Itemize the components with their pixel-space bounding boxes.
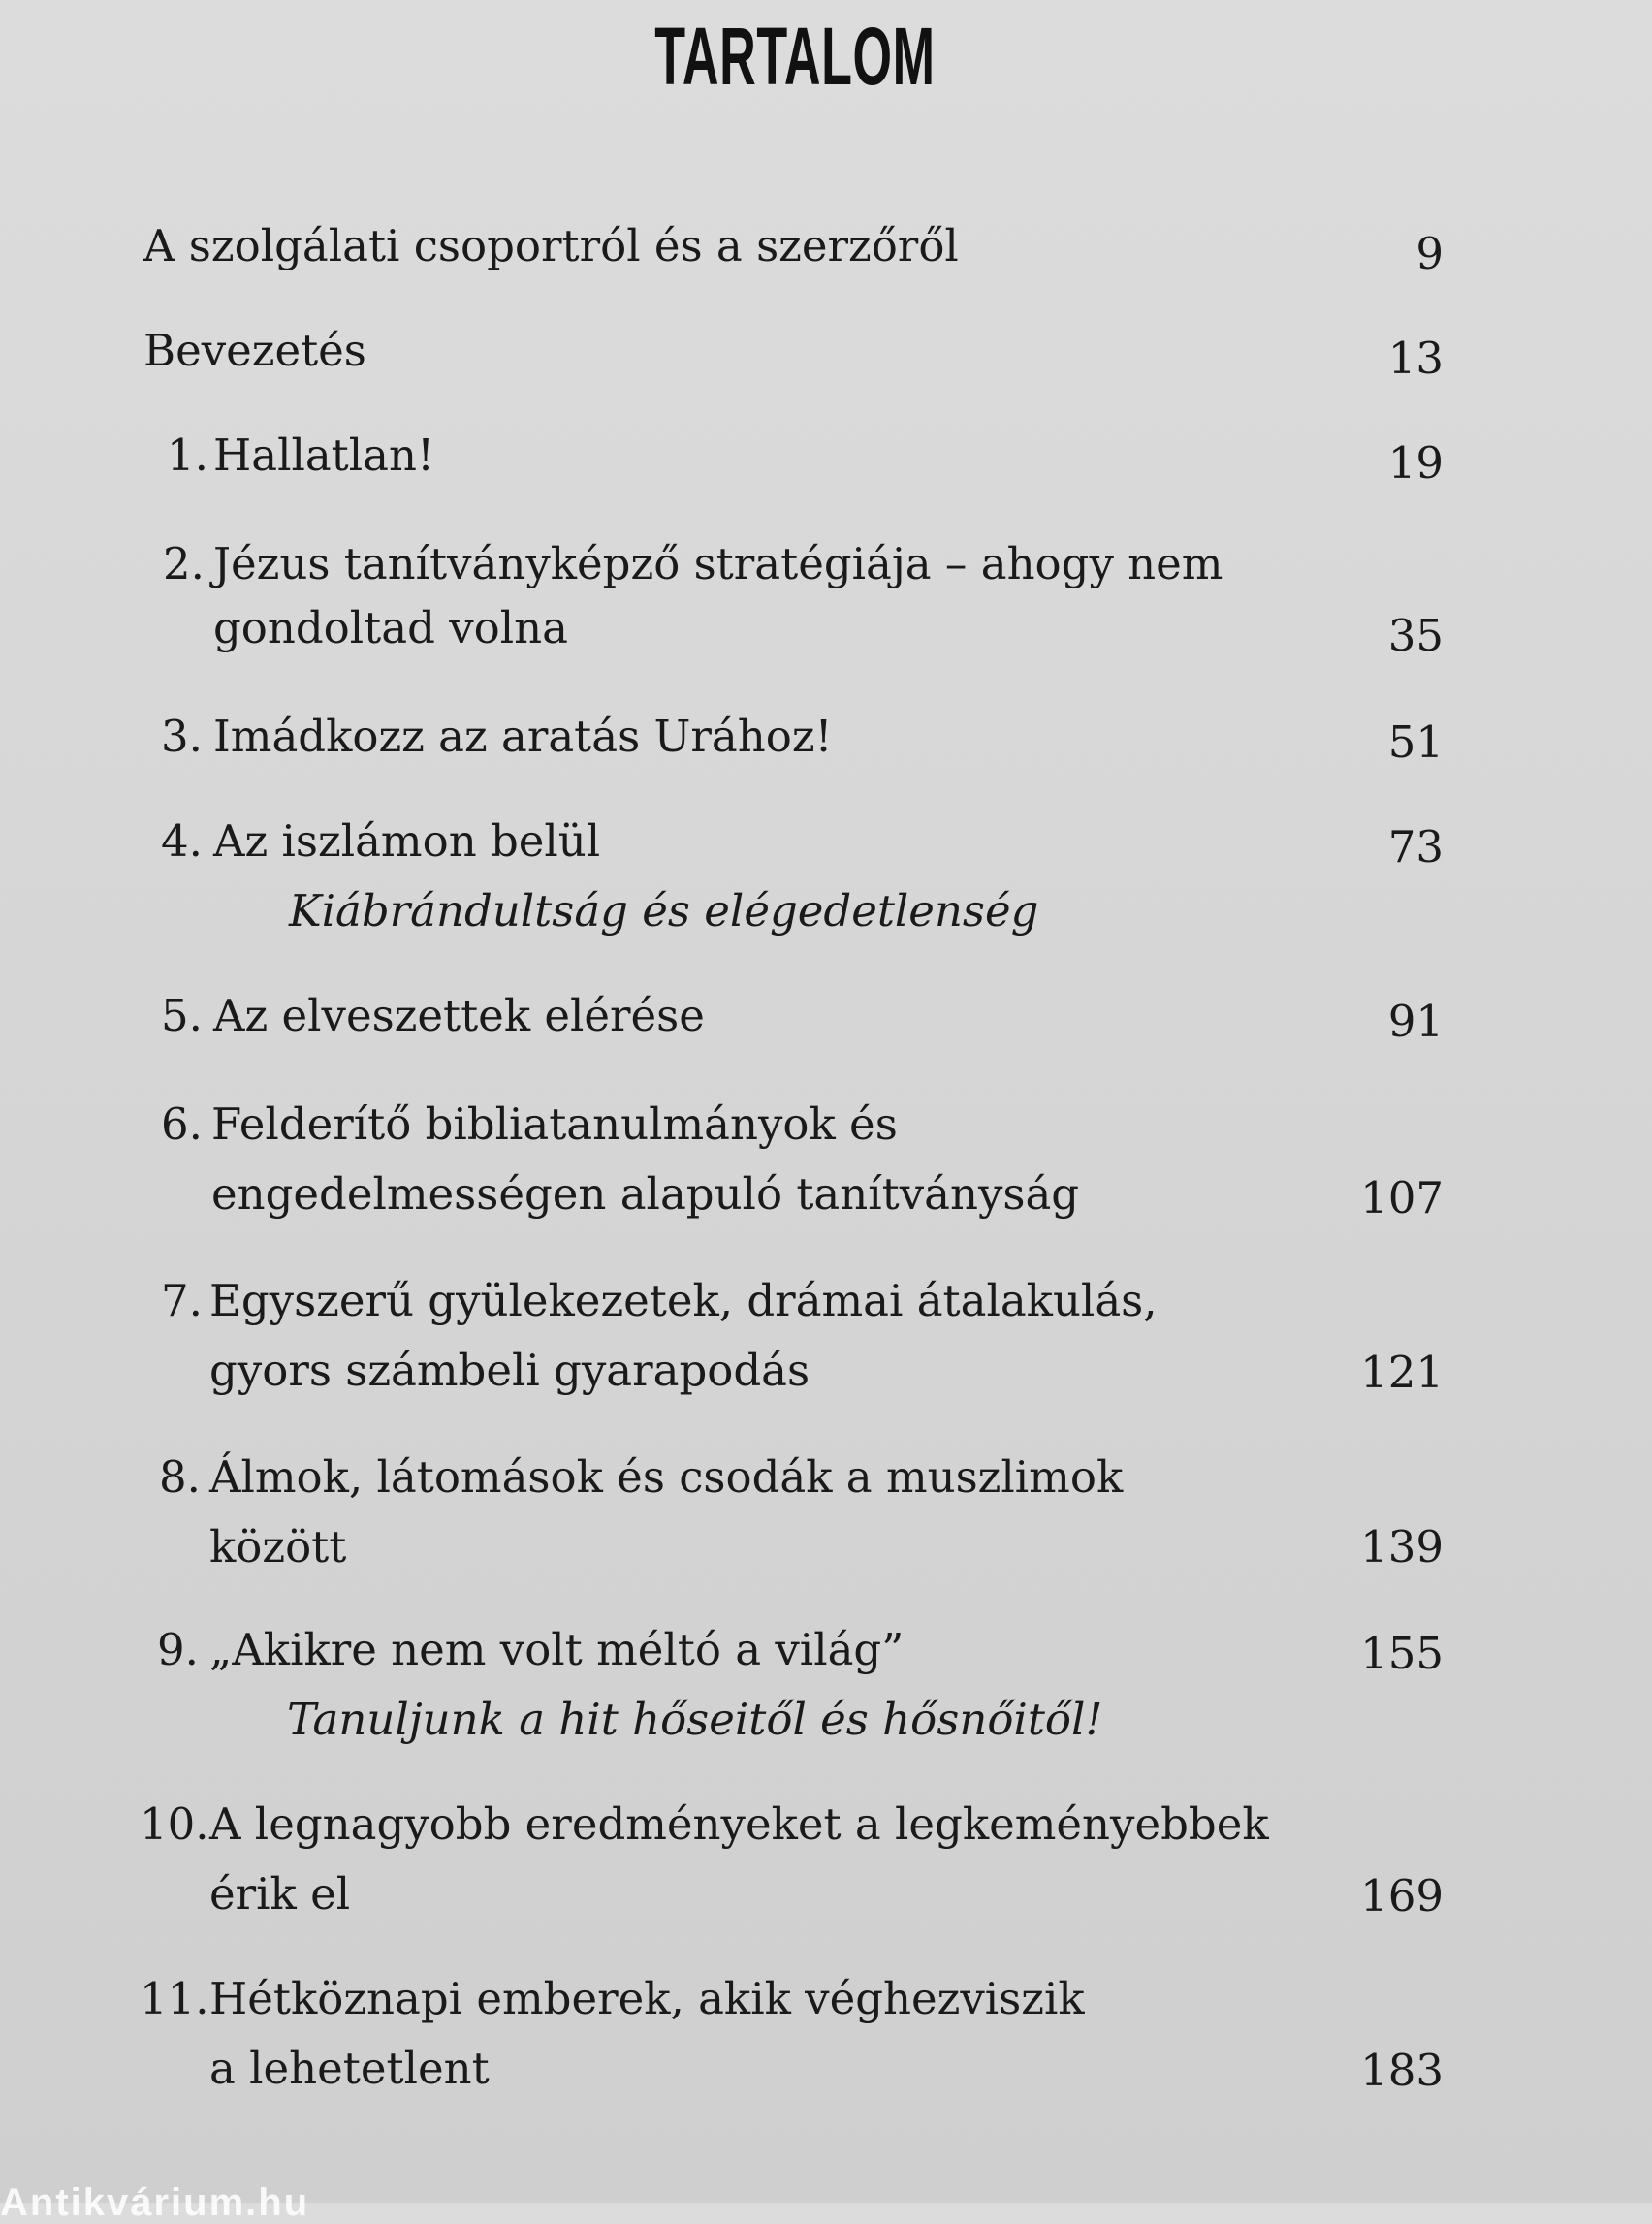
toc-entry-number: 10. — [140, 1798, 209, 1850]
toc-entry-title-cont: gondoltad volna — [213, 602, 568, 653]
toc-entry-number: 7. — [161, 1275, 203, 1326]
toc-entry-page: 169 — [1360, 1870, 1444, 1922]
toc-entry-page: 121 — [1360, 1347, 1444, 1398]
toc-entry-page: 19 — [1387, 437, 1444, 489]
toc-entry-page: 35 — [1387, 610, 1444, 661]
toc-entry-number: 8. — [159, 1451, 201, 1503]
toc-entry-title: Jézus tanítványképző stratégiája – ahogy nem — [213, 538, 1223, 589]
toc-entry-number: 6. — [161, 1098, 203, 1150]
toc-entry-subtitle: Tanuljunk a hit hőseitől és hősnőitől! — [287, 1694, 1103, 1745]
toc-entry-number: 1. — [167, 429, 208, 481]
toc-entry-title-cont: gyors számbeli gyarapodás — [209, 1345, 810, 1396]
toc-entry-page: 9 — [1415, 228, 1444, 279]
toc-entry-title: Egyszerű gyülekezetek, drámai átalakulás, — [209, 1275, 1158, 1326]
page-title: TARTALOM — [654, 11, 936, 102]
toc-entry-title-cont: érik el — [209, 1868, 351, 1920]
toc-entry-page: 13 — [1387, 333, 1444, 384]
toc-entry-title: Bevezetés — [143, 325, 366, 376]
toc-entry-page: 91 — [1387, 996, 1444, 1047]
toc-entry-page: 183 — [1360, 2045, 1444, 2096]
toc-entry-title: Az elveszettek elérése — [213, 990, 705, 1041]
toc-entry-number: 11. — [140, 1973, 209, 2024]
toc-entry-number: 2. — [163, 538, 205, 589]
toc-entry-title: A legnagyobb eredményeket a legkeményebbek — [209, 1798, 1269, 1850]
toc-entry-page: 73 — [1387, 821, 1444, 873]
toc-entry-page: 155 — [1360, 1628, 1444, 1679]
toc-entry-title: A szolgálati csoportról és a szerzőről — [143, 220, 959, 271]
toc-entry-page: 107 — [1360, 1172, 1444, 1223]
toc-entry-title: Hétköznapi emberek, akik véghezviszik — [209, 1973, 1085, 2024]
toc-entry-title: Felderítő bibliatanulmányok és — [211, 1098, 898, 1150]
toc-entry-number: 3. — [161, 711, 203, 762]
toc-entry-number: 4. — [161, 815, 203, 867]
toc-entry-title: Az iszlámon belül — [213, 815, 601, 867]
toc-entry-title-cont: között — [209, 1521, 347, 1573]
watermark: Antikvárium.hu — [0, 2181, 310, 2224]
toc-entry-page: 51 — [1387, 716, 1444, 768]
toc-entry-subtitle: Kiábrándultság és elégedetlenség — [289, 885, 1039, 937]
toc-entry-title: Hallatlan! — [213, 429, 435, 481]
toc-entry-title-cont: engedelmességen alapuló tanítványság — [211, 1168, 1080, 1220]
toc-entry-page: 139 — [1360, 1521, 1444, 1573]
toc-entry-number: 5. — [161, 990, 203, 1041]
toc-entry-title: „Akikre nem volt méltó a világ” — [209, 1624, 905, 1675]
toc-entry-title: Álmok, látomások és csodák a muszlimok — [209, 1451, 1124, 1503]
toc-entry-number: 9. — [157, 1624, 199, 1675]
toc-entry-title-cont: a lehetetlent — [209, 2043, 490, 2094]
toc-entry-title: Imádkozz az aratás Urához! — [213, 711, 833, 762]
